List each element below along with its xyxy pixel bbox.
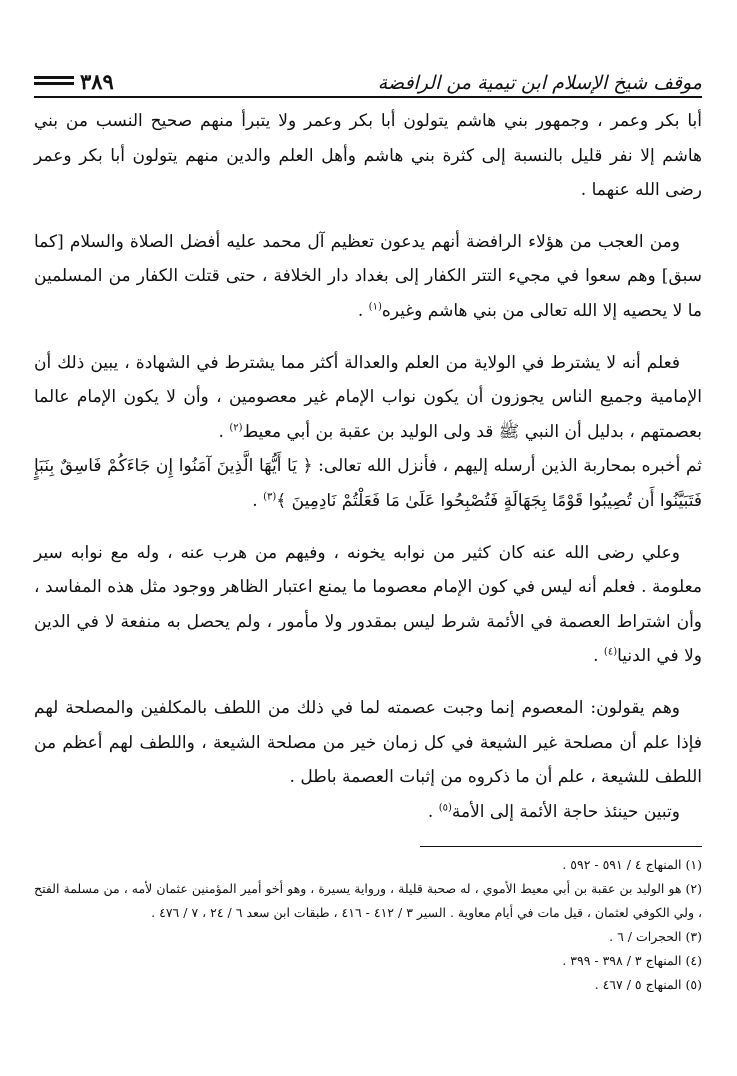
paragraph-1: أبا بكر وعمر ، وجمهور بني هاشم يتولون أبا بكر وعمر ولا يتبرأ منهم صحيح النسب من بني هاشم إلا نفر قليل بالنسبة إلى كثرة بني هاشم وأهل العلم والدين منهم يتولون أبا بكر وعمر رضى الله عنهما . <box>34 111 702 201</box>
header-divider <box>34 96 702 98</box>
footnotes <box>34 853 702 997</box>
footnote-3: (٣) الحجرات / ٦ . <box>609 929 702 944</box>
paragraph-4: وعلي رضى الله عنه كان كثير من نوابه يخونه ، وفيهم من هرب عنه ، وله مع نوابه سير معلومة . فعلم أنه ليس في كون الإمام معصوما ما يمنع اعتبار الظاهر ووجود مثل هذه المفاسد ، وأن اشتراط العصمة في الأئمة شرط ليس بمقدور ولا مأمور ، ولم يحصل به منفعة لا في الدين ولا في الدنيا$^{(٤)}$ . <box>34 542 702 667</box>
paragraph-2: ومن العجب من هؤلاء الرافضة أنهم يدعون تعظيم آل محمد عليه أفضل الصلاة والسلام [كما سبق] وهم سعوا في مجيء التتر الكفار إلى بغداد دار الخلافة ، حتى قتلت الكفار من المسلمين ما لا يحصيه إلا الله تعالى من بني هاشم وغيره$^{(١)}$ . <box>34 231 702 321</box>
page-number: ٣٨٩ <box>80 69 114 94</box>
footnote-1: (١) المنهاج ٤ / ٥٩١ - ٥٩٢ . <box>562 857 702 872</box>
paragraph-3: فعلم أنه لا يشترط في الولاية من العلم والعدالة أكثر مما يشترط في الشهادة ، يبين ذلك أن الإمامية وجميع الناس يجوزون أن يكون نواب الإمام غير معصومين ، وأن لا يكون الإمام عالما بعصمتهم ، بدليل أن النبي ﷺ قد ولى الوليد بن عقبة بن أبي معيط$^{(٢)}$ . <box>34 352 702 442</box>
paragraph-5: وهم يقولون: المعصوم إنما وجبت عصمته لما في ذلك من اللطف بالمكلفين والمصلحة لهم فإذا علم أن مصلحة غير الشيعة في كل زمان خير من مصلحة الشيعة ، واللطف لهم أعظم من اللطف للشيعة ، علم أن ما ذكروه من إثبات العصمة باطل . <box>34 697 702 788</box>
footnote-4: (٤) المنهاج ٣ / ٣٩٨ - ٣٩٩ . <box>562 953 702 968</box>
footnote-ref-5: (٥) <box>438 802 452 814</box>
footnote-ref-3: (٣) <box>263 491 277 503</box>
footnote-divider <box>420 846 702 847</box>
footnote-2: (٢) هو الوليد بن عقبة بن أبي معيط الأموي ، له صحبة قليلة ، ورواية يسيرة ، وهو أخو أمير المؤمنين عثمان لأمه ، من مسلمة الفتح ، ولي الكوفي لعثمان ، قيل مات في أيام معاوية . السير ٣ / ٤١٢ - ٤١٦ ، طبقات ابن سعد ٦ / ٢٤ ، ٧ / ٤٧٦ . <box>34 881 702 920</box>
footnote-ref-1: (١) <box>368 301 382 313</box>
page-header <box>34 50 702 94</box>
paragraph-6: وتبين حينئذ حاجة الأئمة إلى الأمة$^{(٥)}$ . <box>427 801 680 822</box>
running-title: موقف شيخ الإسلام ابن تيمية من الرافضة <box>377 72 702 94</box>
paragraph-3-quran: ثم أخبره بمحاربة الذين أرسله إليهم ، فأنزل الله تعالى: ﴿ يَا أَيُّهَا الَّذِينَ آمَنُوا إِن جَاءَكُمْ فَاسِقٌ بِنَبَإٍ فَتَبَيَّنُوا أَن تُصِيبُوا قَوْمًا بِجَهَالَةٍ فَتُصْبِحُوا عَلَىٰ مَا فَعَلْتُمْ نَادِمِينَ ﴾$^{(٣)}$ . <box>34 456 702 511</box>
footnote-ref-2: (٢) <box>229 422 243 434</box>
page-number-block <box>34 69 114 94</box>
footnote-5: (٥) المنهاج ٥ / ٤٦٧ . <box>594 977 702 992</box>
header-ornament <box>34 76 74 85</box>
main-text <box>34 104 702 846</box>
footnote-ref-4: (٤) <box>603 646 618 658</box>
